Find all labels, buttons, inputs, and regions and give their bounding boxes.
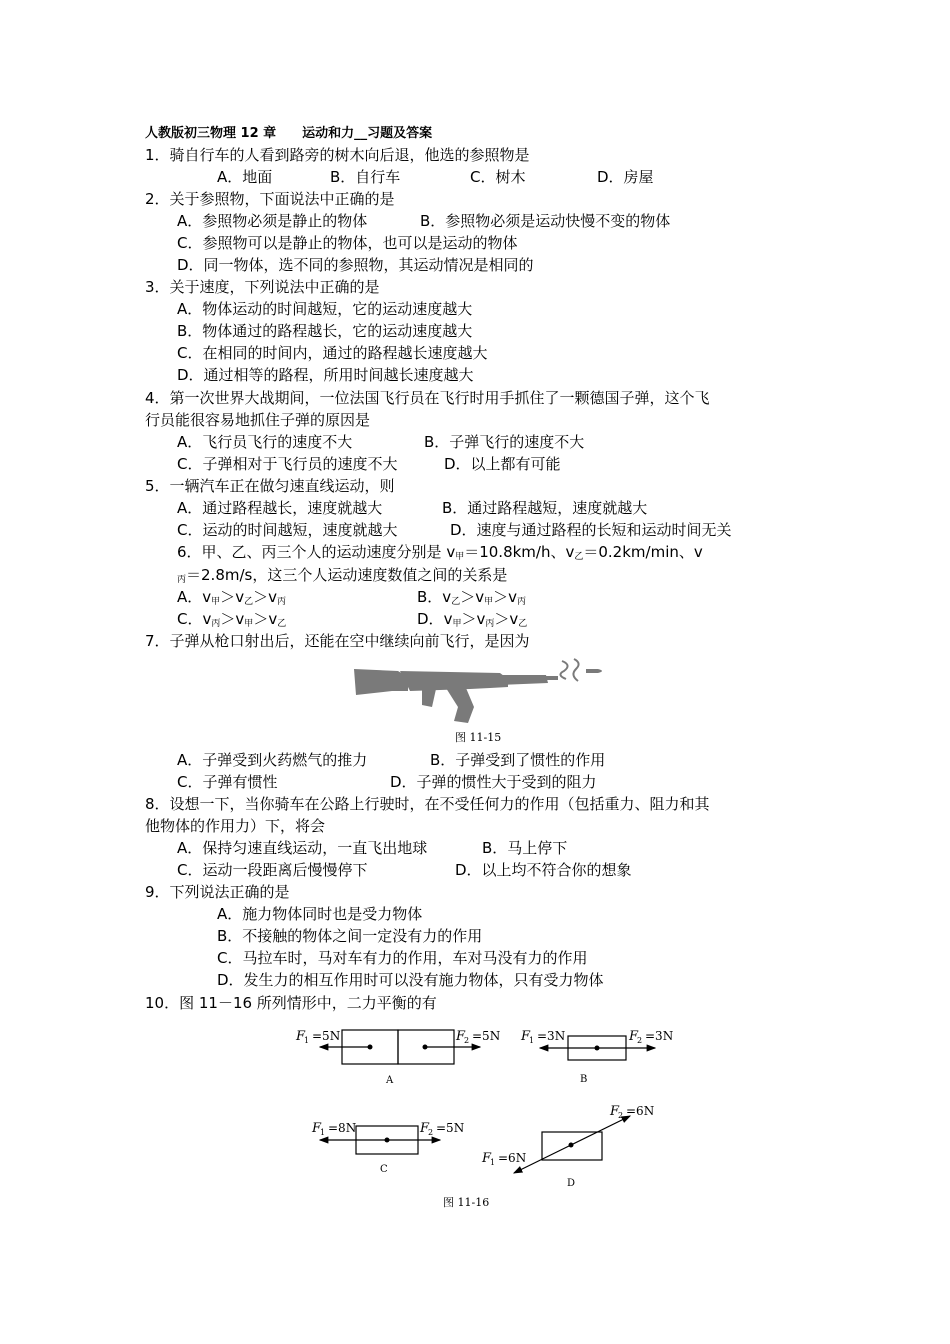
force-diagrams (290, 1020, 690, 1200)
c-f1-symbol: F (312, 1121, 322, 1136)
q8-stem-line1: 8．设想一下，当你骑车在公路上行驶时，在不受任何力的作用（包括重力、阻力和其 (145, 795, 710, 813)
d-f1-sub: 1 (490, 1158, 496, 1167)
b-f2-sub: 2 (637, 1036, 643, 1045)
q6-option-b: B．$v_乙>v_甲>v_丙$ (417, 588, 527, 607)
q3-stem: 3．关于速度，下列说法中正确的是 (145, 278, 380, 296)
a-f1-value: =5N (312, 1029, 341, 1043)
a-f1-symbol: F (296, 1029, 306, 1044)
q8-option-b: B．马上停下 (482, 839, 568, 857)
a-f1-sub: 1 (304, 1036, 310, 1045)
q1-stem: 1．骑自行车的人看到路旁的树木向后退，他选的参照物是 (145, 146, 530, 164)
page-title: 人教版初三物理 12 章 运动和力__习题及答案 (145, 126, 433, 141)
q3-option-c: C．在相同的时间内，通过的路程越长速度越大 (177, 344, 488, 362)
a-f2-sub: 2 (464, 1036, 470, 1045)
figure-11-15-caption: 图 11-15 (455, 731, 502, 744)
q1-option-d: D．房屋 (597, 168, 654, 186)
c-f1-value: =8N (328, 1121, 357, 1135)
q9-option-c: C．马拉车时，马对车有力的作用，车对马没有力的作用 (217, 949, 588, 967)
d-f1-value: =6N (498, 1151, 527, 1165)
b-f1-symbol: F (521, 1029, 531, 1044)
q1-option-b: B．自行车 (330, 168, 401, 186)
d-f1-symbol: F (482, 1151, 492, 1166)
q2-stem: 2．关于参照物，下面说法中正确的是 (145, 190, 395, 208)
a-label: A (386, 1075, 394, 1086)
q2-option-d: D．同一物体，选不同的参照物，其运动情况是相同的 (177, 256, 534, 274)
q3-option-b: B．物体通过的路程越长，它的运动速度越大 (177, 322, 473, 340)
d-f2-symbol: F (610, 1104, 620, 1119)
figure-11-16-caption: 图 11-16 (443, 1196, 490, 1209)
q1-option-a: A．地面 (217, 168, 273, 186)
a-f2-value: =5N (472, 1029, 501, 1043)
q7-option-c: C．子弹有惯性 (177, 773, 278, 791)
q4-option-a: A．飞行员飞行的速度不大 (177, 433, 353, 451)
q5-option-c: C．运动的时间越短，速度就越大 (177, 521, 398, 539)
b-f2-value: =3N (645, 1029, 674, 1043)
rifle-figure (350, 655, 610, 725)
b-f2-symbol: F (629, 1029, 639, 1044)
q9-option-b: B．不接触的物体之间一定没有力的作用 (217, 927, 483, 945)
b-f1-sub: 1 (529, 1036, 535, 1045)
q9-stem: 9．下列说法正确的是 (145, 883, 290, 901)
q3-option-a: A．物体运动的时间越短，它的运动速度越大 (177, 300, 473, 318)
diagram-b (520, 1029, 673, 1085)
q6-option-a: A．$v_甲>v_乙>v_丙$ (177, 588, 287, 607)
q9-option-d: D．发生力的相互作用时可以没有施力物体，只有受力物体 (217, 971, 604, 989)
diagram-a (295, 1029, 500, 1086)
q6-option-c: C．$v_丙>v_甲>v_乙$ (177, 610, 287, 629)
c-label: C (380, 1164, 388, 1175)
a-f2-symbol: F (456, 1029, 466, 1044)
q10-stem: 10．图 11－16 所列情形中，二力平衡的有 (145, 994, 437, 1012)
q4-option-c: C．子弹相对于飞行员的速度不大 (177, 455, 398, 473)
d-f2-value: =6N (626, 1104, 655, 1118)
q8-option-a: A．保持匀速直线运动，一直飞出地球 (177, 839, 428, 857)
q2-option-a: A．参照物必须是静止的物体 (177, 212, 368, 230)
b-f1-value: =3N (537, 1029, 566, 1043)
q5-option-b: B．通过路程越短，速度就越大 (442, 499, 648, 517)
q7-option-a: A．子弹受到火药燃气的推力 (177, 751, 368, 769)
d-f2-sub: 2 (618, 1111, 624, 1120)
q8-option-d: D．以上均不符合你的想象 (455, 861, 632, 879)
d-label: D (567, 1178, 576, 1189)
c-f1-sub: 1 (320, 1128, 326, 1137)
q6-stem-line1: 6．甲、乙、丙三个人的运动速度分别是 $v_甲=10.8km/h$、$v_乙=0.2km/\min$、v (177, 543, 703, 562)
q2-option-c: C．参照物可以是静止的物体，也可以是运动的物体 (177, 234, 518, 252)
q8-stem-line2: 他物体的作用力）下，将会 (145, 817, 326, 835)
q4-option-d: D．以上都有可能 (444, 455, 561, 473)
q6-stem-line2: $_丙$＝2.8m/s，这三个人运动速度数值之间的关系是 (177, 566, 508, 585)
q9-option-a: A．施力物体同时也是受力物体 (217, 905, 423, 923)
c-f2-sub: 2 (428, 1128, 434, 1137)
q3-option-d: D．通过相等的路程，所用时间越长速度越大 (177, 366, 474, 384)
q4-stem-line2: 行员能很容易地抓住子弹的原因是 (145, 411, 371, 429)
q5-stem: 5．一辆汽车正在做匀速直线运动，则 (145, 477, 395, 495)
q7-option-d: D．子弹的惯性大于受到的阻力 (390, 773, 597, 791)
diagram-d (481, 1104, 654, 1189)
q4-option-b: B．子弹飞行的速度不大 (424, 433, 585, 451)
q7-stem: 7．子弹从枪口射出后，还能在空中继续向前飞行，是因为 (145, 632, 530, 650)
q4-stem-line1: 4．第一次世界大战期间，一位法国飞行员在飞行时用手抓住了一颗德国子弹，这个飞 (145, 389, 710, 407)
diagram-c (311, 1121, 464, 1175)
q8-option-c: C．运动一段距离后慢慢停下 (177, 861, 368, 879)
c-f2-value: =5N (436, 1121, 465, 1135)
q5-option-a: A．通过路程越长，速度就越大 (177, 499, 383, 517)
q2-option-b: B．参照物必须是运动快慢不变的物体 (420, 212, 671, 230)
muzzle-blast (560, 661, 567, 679)
b-label: B (580, 1074, 588, 1085)
q5-option-d: D．速度与通过路程的长短和运动时间无关 (450, 521, 732, 539)
q1-option-c: C．树木 (470, 168, 526, 186)
c-f2-symbol: F (420, 1121, 430, 1136)
q7-option-b: B．子弹受到了惯性的作用 (430, 751, 606, 769)
q6-option-d: D．$v_甲>v_丙>v_乙$ (417, 610, 528, 629)
